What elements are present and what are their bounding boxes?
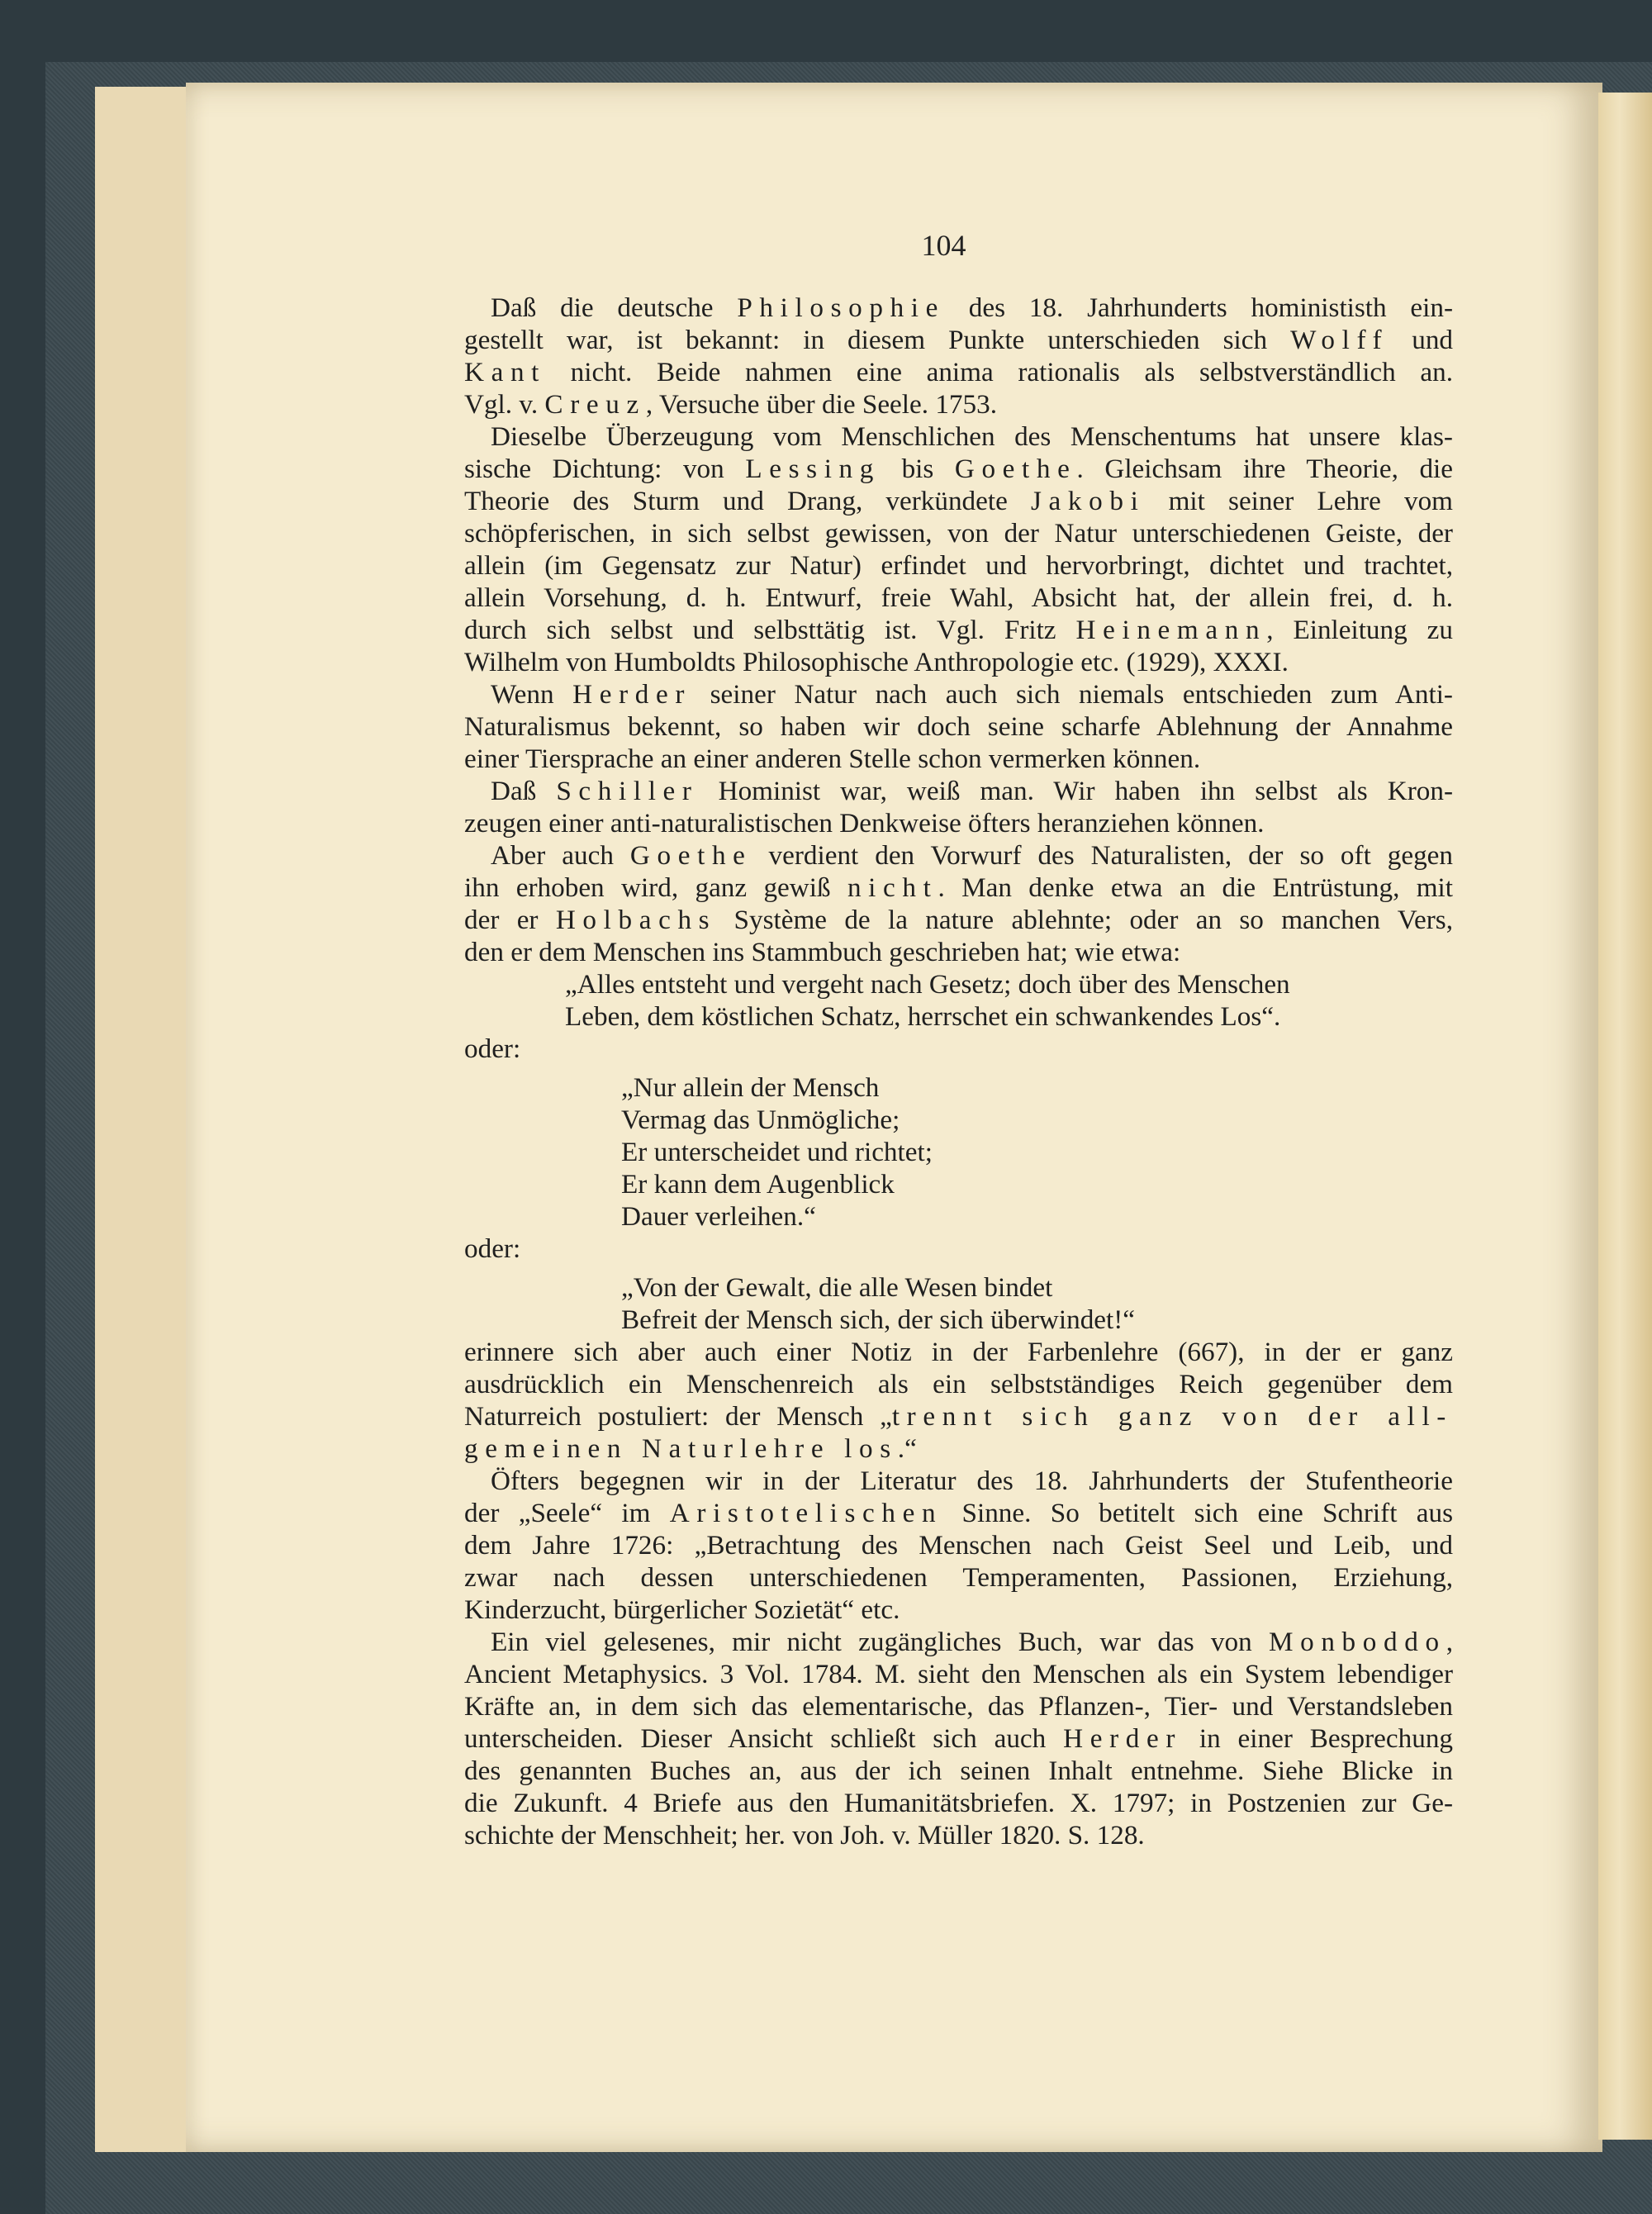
- text-line: erinnere sich aber auch einer Notiz in der Farbenlehre (667), in der er ganz: [464, 1337, 1453, 1367]
- text-line: ausdrücklich ein Menschenreich als ein selbstständiges Reich gegenüber dem: [464, 1369, 1453, 1399]
- text-line: Daß die deutsche Philosophie des 18. Jahrhunderts hominististh ein-: [491, 292, 1453, 323]
- text-line: Öfters begegnen wir in der Literatur des 18. Jahrhunderts der Stufentheorie: [491, 1466, 1453, 1496]
- text-line: Wilhelm von Humboldts Philosophische Anthropologie etc. (1929), XXXI.: [464, 647, 1289, 677]
- page-body: [464, 292, 1453, 1851]
- text-line: Vgl. v. Creuz, Versuche über die Seele. 1753.: [464, 389, 997, 420]
- text-line: Aber auch Goethe verdient den Vorwurf des Naturalisten, der so oft gegen: [491, 840, 1453, 871]
- text-line: zwar nach dessen unterschiedenen Temperamenten, Passionen, Erziehung,: [464, 1562, 1453, 1593]
- text-line: Ancient Metaphysics. 3 Vol. 1784. M. sieht den Menschen als ein System lebendiger: [464, 1659, 1453, 1689]
- page-fore-edge: [1598, 93, 1652, 2140]
- quote-line: Dauer verleihen.“: [621, 1201, 816, 1232]
- text-line: Kinderzucht, bürgerlicher Sozietät“ etc.: [464, 1594, 900, 1625]
- text-line: allein Vorsehung, d. h. Entwurf, freie Wahl, Absicht hat, der allein frei, d. h.: [464, 582, 1453, 613]
- quote-line: „Nur allein der Mensch: [621, 1072, 880, 1103]
- text-line: dem Jahre 1726: „Betrachtung des Menschen nach Geist Seel und Leib, und: [464, 1530, 1453, 1561]
- text-line: Naturreich postuliert: der Mensch „trennt sich ganz von der all-: [464, 1401, 1453, 1432]
- text-line: der er Holbachs Système de la nature ablehnte; oder an so manchen Vers,: [464, 905, 1453, 935]
- quote-line: Leben, dem köstlichen Schatz, herrschet ein schwankendes Los“.: [565, 1001, 1281, 1032]
- text-line: allein (im Gegensatz zur Natur) erfindet und hervorbringt, dichtet und trachtet,: [464, 550, 1453, 581]
- text-line: Dieselbe Überzeugung vom Menschlichen des Menschentums hat unsere klas-: [491, 421, 1453, 452]
- text-line: einer Tiersprache an einer anderen Stelle schon vermerken können.: [464, 744, 1201, 774]
- oder-label: oder:: [464, 1033, 521, 1064]
- text-line: Wenn Herder seiner Natur nach auch sich niemals entschieden zum Anti-: [491, 679, 1453, 710]
- page-number: 104: [921, 229, 966, 262]
- quote-line: Befreit der Mensch sich, der sich überwindet!“: [621, 1304, 1136, 1335]
- text-line: des genannten Buches an, aus der ich seinen Inhalt entnehme. Siehe Blicke in: [464, 1756, 1453, 1786]
- text-line: den er dem Menschen ins Stammbuch geschrieben hat; wie etwa:: [464, 937, 1181, 967]
- text-line: ihn erhoben wird, ganz gewiß nicht. Man denke etwa an die Entrüstung, mit: [464, 872, 1454, 903]
- text-line: unterscheiden. Dieser Ansicht schließt sich auch Herder in einer Besprechung: [464, 1723, 1454, 1754]
- text-line: Kant nicht. Beide nahmen eine anima rationalis als selbstverständlich an.: [464, 357, 1453, 387]
- oder-label: oder:: [464, 1233, 521, 1264]
- quote-line: „Von der Gewalt, die alle Wesen bindet: [621, 1272, 1053, 1303]
- text-line: Theorie des Sturm und Drang, verkündete Jakobi mit seiner Lehre vom: [464, 486, 1453, 516]
- quote-line: Er unterscheidet und richtet;: [621, 1137, 933, 1167]
- quote-line: Vermag das Unmögliche;: [621, 1105, 900, 1135]
- quote-line: „Alles entsteht und vergeht nach Gesetz; doch über des Menschen: [565, 969, 1290, 1000]
- text-line: die Zukunft. 4 Briefe aus den Humanitätsbriefen. X. 1797; in Postzenien zur Ge-: [464, 1788, 1453, 1818]
- text-line: zeugen einer anti-naturalistischen Denkweise öfters heranziehen können.: [464, 808, 1265, 839]
- text-line: der „Seele“ im Aristotelischen Sinne. So betitelt sich eine Schrift aus: [464, 1498, 1453, 1528]
- spacer: [464, 1065, 1453, 1071]
- text-line: Ein viel gelesenes, mir nicht zugängliches Buch, war das von Monboddo,: [491, 1627, 1453, 1657]
- text-line: Naturalismus bekennt, so haben wir doch seine scharfe Ablehnung der Annahme: [464, 711, 1453, 742]
- text-line: gemeinen Naturlehre los.“: [464, 1433, 917, 1464]
- text-line: Kräfte an, in dem sich das elementarische, das Pflanzen-, Tier- und Verstandsleben: [464, 1691, 1453, 1722]
- spacer: [464, 1265, 1453, 1271]
- text-line: durch sich selbst und selbsttätig ist. Vgl. Fritz Heinemann, Einleitung zu: [464, 615, 1453, 645]
- text-line: schöpferischen, in sich selbst gewissen, von der Natur unterschiedenen Geiste, der: [464, 518, 1453, 549]
- quote-line: Er kann dem Augenblick: [621, 1169, 895, 1200]
- text-line: sische Dichtung: von Lessing bis Goethe. Gleichsam ihre Theorie, die: [464, 454, 1454, 484]
- text-line: gestellt war, ist bekannt: in diesem Punkte unterschieden sich Wolff und: [464, 325, 1454, 355]
- page-stack-edge: [153, 87, 187, 2152]
- text-line: Daß Schiller Hominist war, weiß man. Wir haben ihn selbst als Kron-: [491, 776, 1453, 806]
- text-line: schichte der Menschheit; her. von Joh. v. Müller 1820. S. 128.: [464, 1820, 1145, 1851]
